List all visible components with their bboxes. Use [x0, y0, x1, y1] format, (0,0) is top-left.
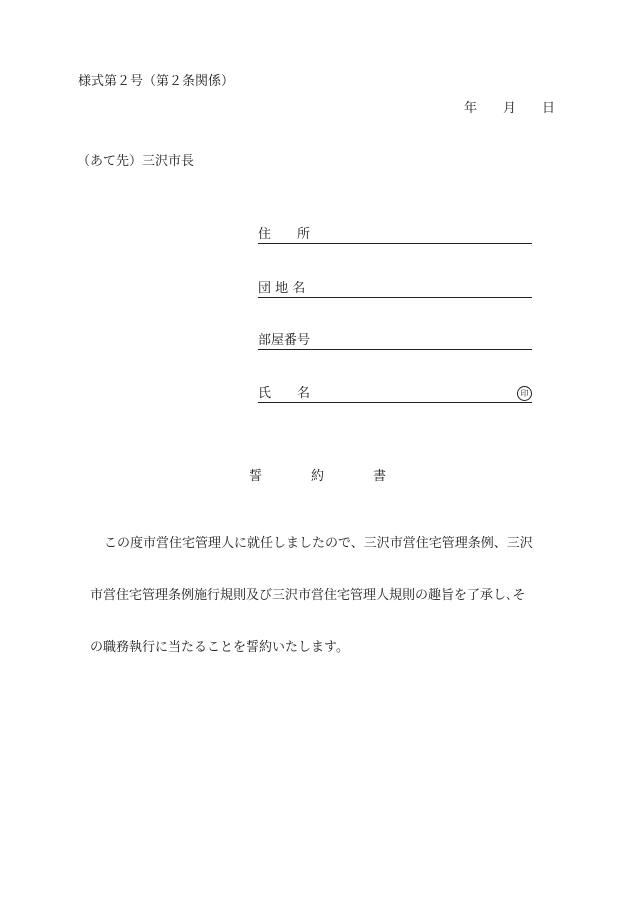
name-field[interactable] — [258, 382, 532, 403]
title-char-2: 約 — [311, 469, 325, 484]
seal-icon: 印 — [517, 386, 532, 401]
title-char-1: 誓 — [249, 469, 263, 484]
body-line-1: この度市営住宅管理人に就任しましたので、三沢市営住宅管理条例、三沢 — [104, 536, 533, 551]
complex-name-label: 団 地 名 — [258, 281, 306, 296]
form-number: 様式第２号（第２条関係） — [78, 74, 235, 89]
room-number-label: 部屋番号 — [258, 333, 311, 348]
complex-name-field[interactable] — [258, 277, 532, 298]
name-label: 氏 名 — [258, 386, 311, 401]
date-year: 年 — [463, 101, 477, 116]
body-line-3: の職務執行に当たることを誓約いたします。 — [90, 640, 349, 655]
date-line — [464, 97, 555, 116]
date-day: 日 — [541, 101, 555, 116]
title-char-3: 書 — [373, 469, 387, 484]
address-field[interactable] — [258, 223, 532, 244]
date-month: 月 — [502, 101, 516, 116]
addressee: （あて先）三沢市長 — [77, 154, 195, 169]
room-number-field[interactable] — [258, 329, 532, 350]
pledge-title — [249, 465, 386, 484]
body-line-2: 市営住宅管理条例施行規則及び三沢市営住宅管理人規則の趣旨を了承し､そ — [90, 588, 526, 603]
address-label: 住 所 — [258, 227, 311, 242]
